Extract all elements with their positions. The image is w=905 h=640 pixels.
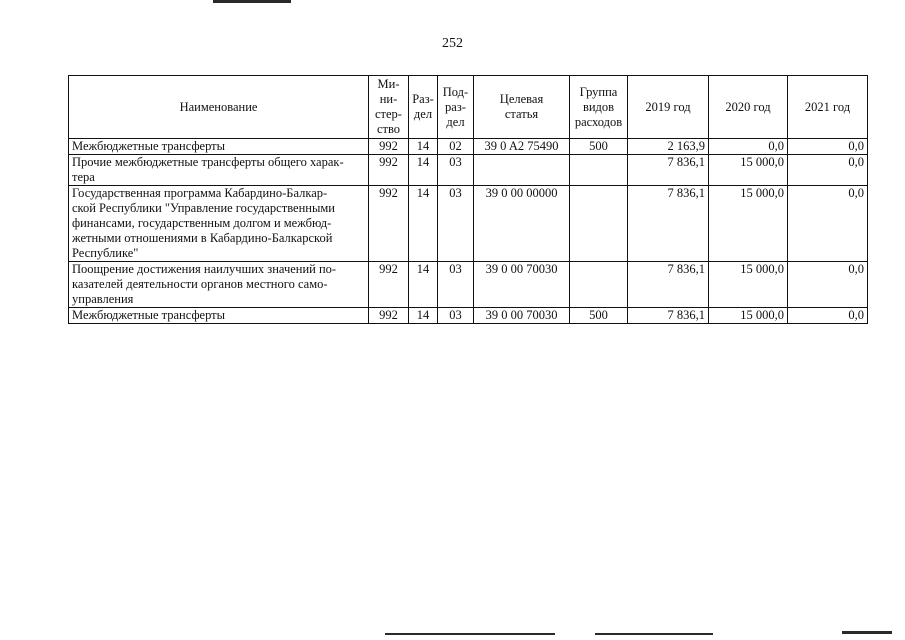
header-subsection-line: дел [446, 114, 465, 129]
cell-ministry: 992 [369, 186, 409, 262]
cell-name-line: ской Республики "Управление государственными [72, 201, 335, 215]
scan-mark-bottom-1 [385, 633, 555, 635]
cell-name-line: финансами, государственным долгом и межбюд- [72, 216, 332, 230]
header-2021: 2021 год [788, 76, 868, 139]
cell-section: 14 [409, 155, 438, 186]
cell-name-line: управления [72, 292, 134, 306]
cell-subsection: 03 [438, 186, 474, 262]
cell-ministry: 992 [369, 139, 409, 155]
cell-2021: 0,0 [788, 155, 868, 186]
cell-group: 500 [570, 308, 628, 324]
cell-name-line: Государственная программа Кабардино-Балкар- [72, 186, 328, 200]
cell-name-line: тера [72, 170, 95, 184]
cell-target [474, 155, 570, 186]
cell-2021: 0,0 [788, 308, 868, 324]
cell-2019: 7 836,1 [628, 186, 709, 262]
cell-2019: 7 836,1 [628, 155, 709, 186]
cell-section: 14 [409, 186, 438, 262]
cell-name-line: Межбюджетные трансферты [72, 308, 226, 322]
header-group-line: расходов [574, 114, 623, 129]
header-group-line: видов [582, 99, 615, 114]
cell-name [69, 308, 369, 324]
cell-name [69, 262, 369, 308]
header-target-article [474, 76, 570, 139]
cell-group [570, 155, 628, 186]
header-ministry [369, 76, 409, 139]
header-subsection-line: раз- [445, 99, 466, 114]
table-row [69, 186, 868, 262]
header-section-line: Раз- [412, 92, 434, 106]
cell-2020: 15 000,0 [709, 262, 788, 308]
header-ministry-line: ни- [379, 92, 398, 106]
cell-name-line: казателей деятельности органов местного само- [72, 277, 328, 291]
cell-2020: 15 000,0 [709, 186, 788, 262]
header-section-line: дел [413, 107, 433, 121]
cell-target: 39 0 00 00000 [474, 186, 570, 262]
scan-mark-bottom-3 [842, 631, 892, 634]
header-group-line: Группа [579, 84, 618, 99]
cell-name [69, 155, 369, 186]
cell-2019: 7 836,1 [628, 262, 709, 308]
cell-section: 14 [409, 139, 438, 155]
budget-table [68, 75, 868, 324]
cell-2019: 7 836,1 [628, 308, 709, 324]
table-row [69, 262, 868, 308]
cell-section: 14 [409, 308, 438, 324]
cell-2019: 2 163,9 [628, 139, 709, 155]
cell-target: 39 0 A2 75490 [474, 139, 570, 155]
cell-name-line: жетными отношениями в Кабардино-Балкарской [72, 231, 333, 245]
cell-subsection: 03 [438, 262, 474, 308]
cell-target: 39 0 00 70030 [474, 308, 570, 324]
table-row [69, 139, 868, 155]
cell-ministry: 992 [369, 262, 409, 308]
table-row [69, 308, 868, 324]
cell-name [69, 186, 369, 262]
cell-subsection: 02 [438, 139, 474, 155]
cell-group [570, 186, 628, 262]
header-ministry-line: стер- [375, 107, 402, 121]
header-target-line: статья [504, 107, 539, 121]
cell-ministry: 992 [369, 308, 409, 324]
scan-mark-bottom-2 [595, 633, 713, 635]
cell-2021: 0,0 [788, 139, 868, 155]
header-subsection [438, 76, 474, 139]
page-number: 252 [442, 36, 463, 51]
header-name: Наименование [69, 76, 369, 139]
header-2019: 2019 год [628, 76, 709, 139]
header-expense-group [570, 76, 628, 139]
cell-name [69, 139, 369, 155]
cell-subsection: 03 [438, 155, 474, 186]
cell-ministry: 992 [369, 155, 409, 186]
cell-name-line: Прочие межбюджетные трансферты общего харак- [72, 155, 344, 169]
cell-target: 39 0 00 70030 [474, 262, 570, 308]
table-row [69, 155, 868, 186]
header-target-line: Целевая [499, 92, 544, 106]
cell-2021: 0,0 [788, 186, 868, 262]
cell-subsection: 03 [438, 308, 474, 324]
cell-section: 14 [409, 262, 438, 308]
header-ministry-line: Ми- [377, 77, 400, 91]
header-section [409, 76, 438, 139]
scan-mark-top [213, 0, 291, 3]
header-subsection-line: Под- [442, 84, 469, 99]
cell-name-line: Республике" [72, 246, 139, 260]
cell-group: 500 [570, 139, 628, 155]
cell-group [570, 262, 628, 308]
cell-name-line: Межбюджетные трансферты [72, 139, 226, 153]
table-header-row [69, 76, 868, 139]
cell-2020: 15 000,0 [709, 308, 788, 324]
cell-name-line: Поощрение достижения наилучших значений по- [72, 262, 337, 276]
cell-2020: 0,0 [709, 139, 788, 155]
header-ministry-line: ство [376, 122, 401, 136]
header-2020: 2020 год [709, 76, 788, 139]
cell-2021: 0,0 [788, 262, 868, 308]
cell-2020: 15 000,0 [709, 155, 788, 186]
